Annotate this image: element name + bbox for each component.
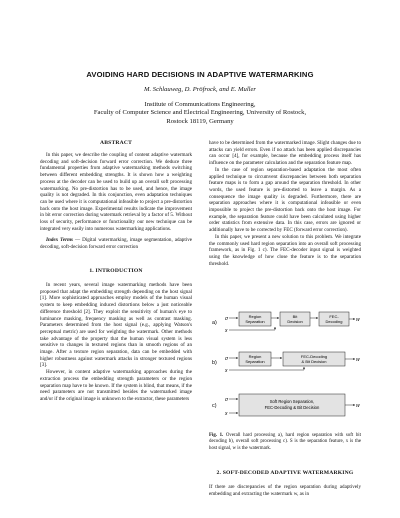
figure-caption	[209, 433, 361, 452]
input-label: x	[225, 368, 228, 374]
caption-text: Overall hard processing a), hard region separation with soft bit decoding b), overall soft processing c). S is the separation feature, x is the host signal, w is the watermark.	[209, 433, 361, 451]
section2-body	[209, 484, 361, 497]
output-label: w	[356, 317, 360, 323]
box-label: Decoding	[325, 319, 343, 324]
abstract-text: In this paper, we describe the coupling of content adaptive watermark decoding and soft-decision forward error correction. We deduce three fundamental properties from adaptive watermarking methods switching between different embedding strengths. It is shown how a weighting process at the decoder can be used to build up an overall soft processing watermarking. No pre-distortion has to be used, and hence, the image quality is not degraded. In this conjunction, even adaptation techniques can be used where it is computational infeasible to project a pre-distortion back onto the host image. Experimental results indicate the improvement in bit error correction during watermark retrieval by a factor of 5. Without loss of security, performance or functionality our new technique can be integrated very easily into numerous watermarking applications.	[40, 152, 192, 232]
left-column	[40, 152, 192, 251]
box-label: Separation	[245, 359, 265, 364]
intro-left	[40, 282, 192, 403]
output-label: w	[356, 403, 360, 409]
intro-paragraph: In this paper, we present a new solution to this problem. We integrate the commonly used hard region separation into an overall soft processing framework, as in Fig. 1 c). The FEC-decoder input signal is weighted using the knowledge of how close the feature is to the separation threshold.	[209, 233, 361, 267]
box-label: Soft Region Separation,	[269, 399, 315, 404]
affiliation	[0, 101, 400, 126]
figure-diagram	[209, 308, 361, 430]
caption-label: Fig. 1.	[209, 433, 224, 438]
box-label: Region	[248, 354, 262, 359]
section2-text: If there are discrepancies of the region separation during adaptively embedding and extracting the watermark w, as in	[209, 484, 361, 497]
index-terms-text: — Digital watermarking, image segmentation, adaptive decoding, soft-decision forward error correction	[40, 237, 192, 251]
affiliation-line: Faculty of Computer Science and Electrical Engineering, University of Rostock,	[93, 109, 307, 117]
intro-right	[209, 140, 361, 267]
intro-paragraph: However, in content adaptive watermarking approaches during the extraction process the embedding strength parameters or the region separation map have to be known. If the system is blind, that means, if the need parameters are not transmitted besides the watermarked image and/or if the original image is unknown to the extractor, these parameters	[40, 369, 192, 402]
row-tag: b)	[212, 360, 217, 366]
abstract-heading: ABSTRACT	[99, 140, 133, 146]
affiliation-line: Institute of Communications Engineering,	[144, 101, 256, 108]
box-label: Bit	[292, 314, 298, 319]
box-label: FEC-Decoding & Bit Decision	[264, 405, 320, 410]
figure-row-c	[212, 394, 360, 417]
index-terms	[40, 237, 192, 250]
row-tag: c)	[212, 403, 217, 409]
box-label: FEC-	[329, 314, 339, 319]
paper-title: AVOIDING HARD DECISIONS IN ADAPTIVE WATERMARKING	[86, 70, 314, 79]
box-label: FEC-Decoding	[300, 354, 328, 359]
input-label: σ	[225, 316, 229, 322]
row-tag: a)	[212, 320, 217, 326]
paper-authors: M. Schlauweg, D. Pröfrock, and E. Muller	[143, 86, 256, 93]
index-terms-label: Index Terms	[46, 237, 74, 244]
box-label: Region	[248, 314, 262, 319]
box-label: Decision	[287, 319, 303, 324]
input-label: σ	[225, 397, 229, 403]
figure-row-b	[212, 352, 360, 374]
input-label: σ	[225, 356, 229, 362]
figure-row-a	[212, 312, 360, 334]
intro-paragraph: In recent years, several image watermarking methods have been proposed that adapt the embedding strength depending on the host signal [1]. More sophisticated approaches employ models of the human visual system to keep embedding induced distortions below a just noticeable difference threshold [2]. They exploit the sensitivity of human's eye to luminance masking, frequency masking as well as contrast masking. Parameters determined from the host signal (e.g., applying Watson's perceptual metric) are used for weighting the watermark. Other methods take advantage of the property that the human visual system is less sensitive to changes in textured regions than in smooth regions of an image. After a texture region separation, data can be embedded with higher robustness against watermark attacks in stronger textured regions [3].	[40, 282, 192, 369]
input-label: x	[225, 411, 228, 417]
output-label: w	[356, 357, 360, 363]
intro-heading: 1. INTRODUCTION	[89, 268, 143, 274]
figure-1	[209, 308, 361, 430]
intro-paragraph: In the case of region separation-based adaptation the most often applied technique to circumvent discrepancies between both separation feature maps is to form a gap around the separation threshold. In other words, the used feature is pre-distorted to leave a margin. As a consequence the image quality is degraded. Furthermore, there are separation approaches where it is computational infeasible or even impossible to project the pre-distortion back onto the host image. For example, the separation feature could have been calculated using higher order statistics from extensive data. In this case, errors are ignored or additionally have to be corrected by FEC (forward error correction).	[209, 166, 361, 234]
box-label: & Bit Decision	[301, 359, 327, 364]
affiliation-line: Rostock 18119, Germany	[166, 117, 234, 125]
section2-heading: 2. SOFT-DECODED ADAPTIVE WATERMARKING	[216, 470, 354, 476]
input-label: x	[225, 328, 228, 334]
box-label: Separation	[245, 319, 265, 324]
intro-paragraph: have to be determined from the watermarked image. Slight changes due to attacks can yield errors. Even if no attack has been applied discrepancies can occur [4], for example, because the embedding process itself has influence on the parameter calculation and the separation feature map.	[209, 140, 361, 167]
